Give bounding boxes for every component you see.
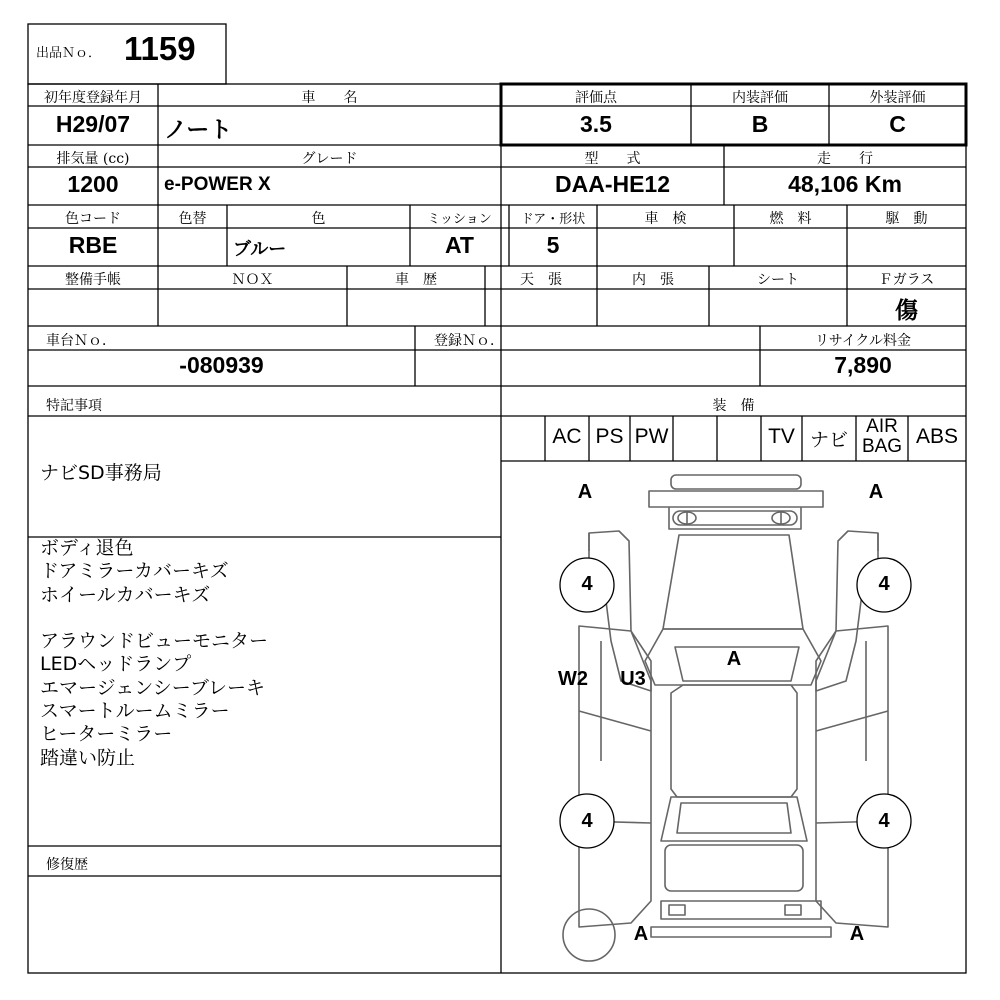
note-line: ホイールカバーキズ: [40, 583, 211, 606]
equipment-pw: PW: [634, 425, 669, 448]
mark-front-left: A: [577, 481, 593, 503]
car-name-value: ノート: [164, 116, 233, 142]
special-notes-top: [40, 462, 490, 485]
car-damage-diagram: [501, 461, 966, 973]
note-line: スマートルームミラー: [40, 700, 230, 723]
note-line: 踏違い防止: [40, 746, 136, 769]
mark-u3: U3: [620, 668, 646, 690]
chassis-number-label: 車台Ｎｏ．: [46, 333, 116, 349]
color-code-value: RBE: [68, 232, 118, 258]
lot-number-label: 出品Ｎｏ．: [36, 46, 102, 61]
model-code-label: 型 式: [584, 151, 641, 167]
model-code-value: DAA-HE12: [554, 171, 671, 197]
score-label: 評価点: [575, 90, 617, 106]
roof-lining-label: 天 張: [520, 272, 562, 288]
maintenance-record-label: 整備手帳: [65, 272, 121, 288]
interior-trim-label: 内 張: [632, 272, 674, 288]
note-line: エマージェンシーブレーキ: [40, 676, 266, 699]
car-name-label: 車 名: [301, 90, 358, 106]
transmission-value: AT: [445, 232, 474, 258]
exterior-grade-label: 外装評価: [869, 90, 926, 106]
grade-label: グレード: [301, 151, 358, 167]
displacement-value: 1200: [67, 171, 119, 197]
door-shape-label: ドア・形状: [520, 212, 586, 227]
exterior-grade-value: C: [889, 111, 906, 137]
interior-grade-value: B: [751, 111, 769, 137]
vehicle-history-label: 車 歴: [395, 272, 437, 288]
note-line: アラウンドビューモニター: [40, 630, 269, 653]
special-notes-bottom: [40, 537, 495, 770]
equipment-abs: ABS: [915, 425, 959, 448]
mileage-label: 走 行: [817, 151, 873, 167]
fuel-label: 燃 料: [769, 211, 812, 227]
registration-number-label: 登録Ｎｏ．: [434, 333, 504, 349]
color-value: ブルー: [233, 239, 287, 259]
note-line: ナビSD事務局: [40, 462, 162, 484]
equipment-airbag: AIR BAG: [861, 416, 903, 457]
repair-history-label: 修復歴: [46, 857, 88, 873]
transmission-label: ミッション: [427, 212, 492, 227]
tire-front-right-tread: 4: [878, 573, 890, 595]
repaint-label: 色替: [178, 211, 207, 227]
mark-front-right: A: [868, 481, 884, 503]
note-line: [40, 607, 495, 630]
equipment-ps: PS: [595, 425, 624, 448]
note-line: ボディ退色: [40, 537, 134, 559]
mark-w2: W2: [558, 668, 588, 690]
nox-label: ＮＯＸ: [231, 272, 274, 288]
mark-windshield: A: [726, 648, 742, 670]
tire-front-left-tread: 4: [581, 573, 593, 595]
first-registration-value: H29/07: [55, 111, 131, 137]
tire-rear-left-tread: 4: [581, 810, 593, 832]
equipment-label: 装 備: [712, 398, 755, 414]
note-line: LEDヘッドランプ: [40, 653, 192, 676]
color-label: 色: [311, 211, 326, 227]
interior-grade-label: 内装評価: [732, 90, 788, 106]
recycle-fee-label: リサイクル料金: [814, 333, 912, 349]
front-glass-label: Ｆガラス: [878, 272, 935, 288]
color-code-label: 色コード: [65, 211, 121, 227]
drive-label: 駆 動: [885, 211, 928, 227]
equipment-navi: ナビ: [809, 429, 848, 451]
door-shape-value: 5: [546, 232, 560, 258]
note-line: ドアミラーカバーキズ: [40, 560, 229, 583]
lot-number: 1159: [124, 30, 196, 67]
first-registration-label: 初年度登録年月: [44, 90, 142, 106]
mark-rear-left: A: [633, 923, 649, 945]
inspection-label: 車 検: [644, 211, 687, 227]
equipment-tv: TV: [768, 425, 795, 448]
equipment-ac: AC: [552, 425, 582, 448]
mileage-value: 48,106 Km: [788, 171, 902, 197]
mark-rear-right: A: [849, 923, 865, 945]
special-notes-label: 特記事項: [46, 398, 102, 414]
score-value: 3.5: [580, 111, 612, 137]
displacement-label: 排気量 (cc): [56, 151, 130, 167]
note-line: ヒーターミラー: [40, 723, 173, 746]
front-glass-value: 傷: [895, 297, 918, 324]
grade-value: e-POWER X: [164, 174, 271, 195]
recycle-fee-value: 7,890: [834, 352, 892, 378]
tire-rear-right-tread: 4: [878, 810, 890, 832]
seat-label: シート: [757, 272, 799, 288]
chassis-number-value: -080939: [179, 352, 264, 378]
